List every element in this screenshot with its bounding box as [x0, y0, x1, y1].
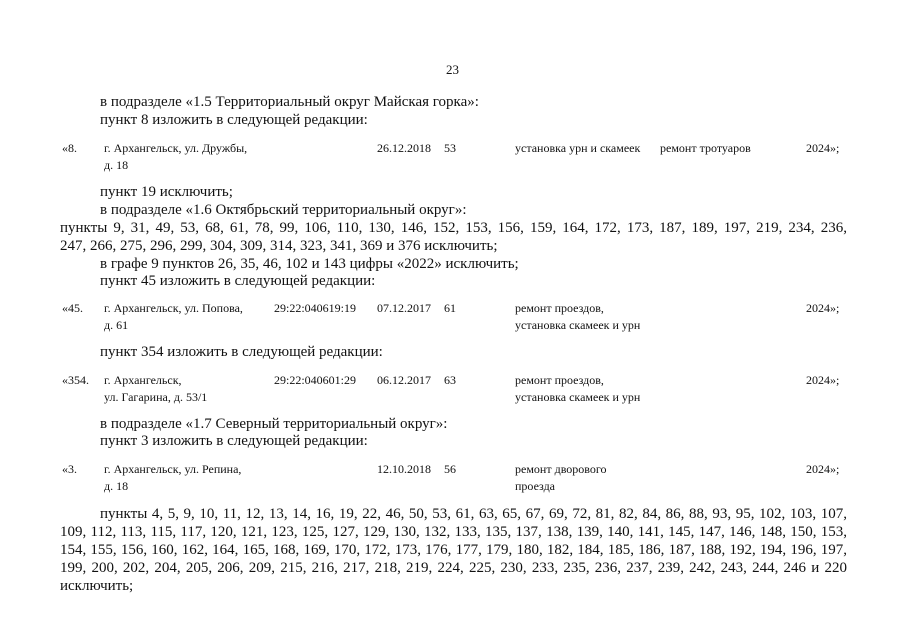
row-address [104, 300, 243, 334]
row-work [515, 372, 640, 406]
row-address [104, 140, 247, 174]
row-address-line2: д. 18 [104, 158, 129, 172]
row-work-line2: проезда [515, 479, 555, 493]
paragraph-items-exclude-2-line3: 154, 155, 156, 160, 162, 164, 165, 168, 169, 170, 172, 173, 176, 177, 179, 180, 182, 184, 185, 186, 187, 188, 192, 194, 196, 197, [60, 542, 847, 558]
row-number: «8. [62, 141, 77, 155]
paragraph-item-19-exclude: пункт 19 исключить; [100, 184, 233, 200]
row-address-line1: г. Архангельск, [104, 373, 182, 387]
row-address-line1: г. Архангельск, ул. Дружбы, [104, 141, 248, 155]
row-cadastral-number: 29:22:040601:29 [274, 373, 357, 387]
row-address-line1: г. Архангельск, ул. Репина, [104, 462, 242, 476]
paragraph-items-exclude-2-line1: пункты 4, 5, 9, 10, 11, 12, 13, 14, 16, 19, 22, 46, 50, 53, 61, 63, 65, 67, 69, 72, 81, 82, 84, 86, 88, 93, 95, 102, 103, 107, [100, 506, 847, 522]
row-cadastral-number: 29:22:040619:19 [274, 301, 357, 315]
row-date: 06.12.2017 [377, 373, 431, 387]
row-work [515, 300, 640, 334]
paragraph-item-354-edit: пункт 354 изложить в следующей редакции: [100, 344, 383, 360]
row-work-line1: ремонт дворового [515, 462, 607, 476]
row-date: 26.12.2018 [377, 141, 431, 155]
paragraph-subsection-1-5: в подразделе «1.5 Территориальный округ Майская горка»: [100, 94, 479, 110]
paragraph-item-8-edit: пункт 8 изложить в следующей редакции: [100, 112, 368, 128]
row-area: 63 [444, 373, 456, 387]
row-year: 2024»; [806, 462, 840, 476]
row-address [104, 372, 207, 406]
row-work-line2: установка скамеек и урн [515, 390, 641, 404]
page-number: 23 [446, 62, 459, 77]
row-number: «3. [62, 462, 77, 476]
paragraph-subsection-1-6: в подразделе «1.6 Октябрьский территориальный округ»: [100, 202, 467, 218]
row-date: 12.10.2018 [377, 462, 431, 476]
row-year: 2024»; [806, 141, 840, 155]
paragraph-column-9-exclude: в графе 9 пунктов 26, 35, 46, 102 и 143 цифры «2022» исключить; [100, 256, 519, 272]
row-address-line1: г. Архангельск, ул. Попова, [104, 301, 243, 315]
row-year: 2024»; [806, 301, 840, 315]
row-work-line1: ремонт проездов, [515, 373, 604, 387]
row-work [515, 461, 606, 495]
row-work-line1: ремонт проездов, [515, 301, 604, 315]
row-work-1b: ремонт тротуаров [660, 141, 751, 155]
row-address-line2: д. 61 [104, 318, 129, 332]
paragraph-items-exclude-2-line2: 109, 112, 113, 115, 117, 120, 121, 123, 125, 127, 129, 130, 132, 133, 135, 137, 138, 139, 140, 141, 145, 147, 146, 148, 150, 153, [60, 524, 847, 540]
paragraph-item-45-edit: пункт 45 изложить в следующей редакции: [100, 273, 376, 289]
paragraph-items-exclude-line1: пункты 9, 31, 49, 53, 68, 61, 78, 99, 106, 110, 130, 146, 152, 153, 156, 159, 164, 172, 173, 187, 189, 197, 219, 234, 236, [60, 220, 847, 236]
paragraph-items-exclude-line2: 247, 266, 275, 296, 299, 304, 309, 314, 323, 341, 369 и 376 исключить; [60, 238, 498, 254]
row-number: «354. [62, 373, 89, 387]
row-area: 61 [444, 301, 456, 315]
row-area: 56 [444, 462, 456, 476]
paragraph-subsection-1-7: в подразделе «1.7 Северный территориальный округ»: [100, 416, 448, 432]
row-address [104, 461, 241, 495]
row-area: 53 [444, 141, 456, 155]
paragraph-items-exclude-2-line4: 199, 200, 202, 204, 205, 206, 209, 215, 216, 217, 218, 219, 224, 225, 230, 233, 235, 236, 237, 239, 242, 243, 244, 246 и 220 [60, 560, 847, 576]
row-work-line2: установка скамеек и урн [515, 318, 641, 332]
row-year: 2024»; [806, 373, 840, 387]
row-work-1: установка урн и скамеек [515, 141, 641, 155]
row-address-line2: ул. Гагарина, д. 53/1 [104, 390, 208, 404]
paragraph-items-exclude-2-line5: исключить; [60, 578, 134, 594]
row-date: 07.12.2017 [377, 301, 431, 315]
row-number: «45. [62, 301, 83, 315]
paragraph-item-3-edit: пункт 3 изложить в следующей редакции: [100, 433, 368, 449]
row-address-line2: д. 18 [104, 479, 129, 493]
